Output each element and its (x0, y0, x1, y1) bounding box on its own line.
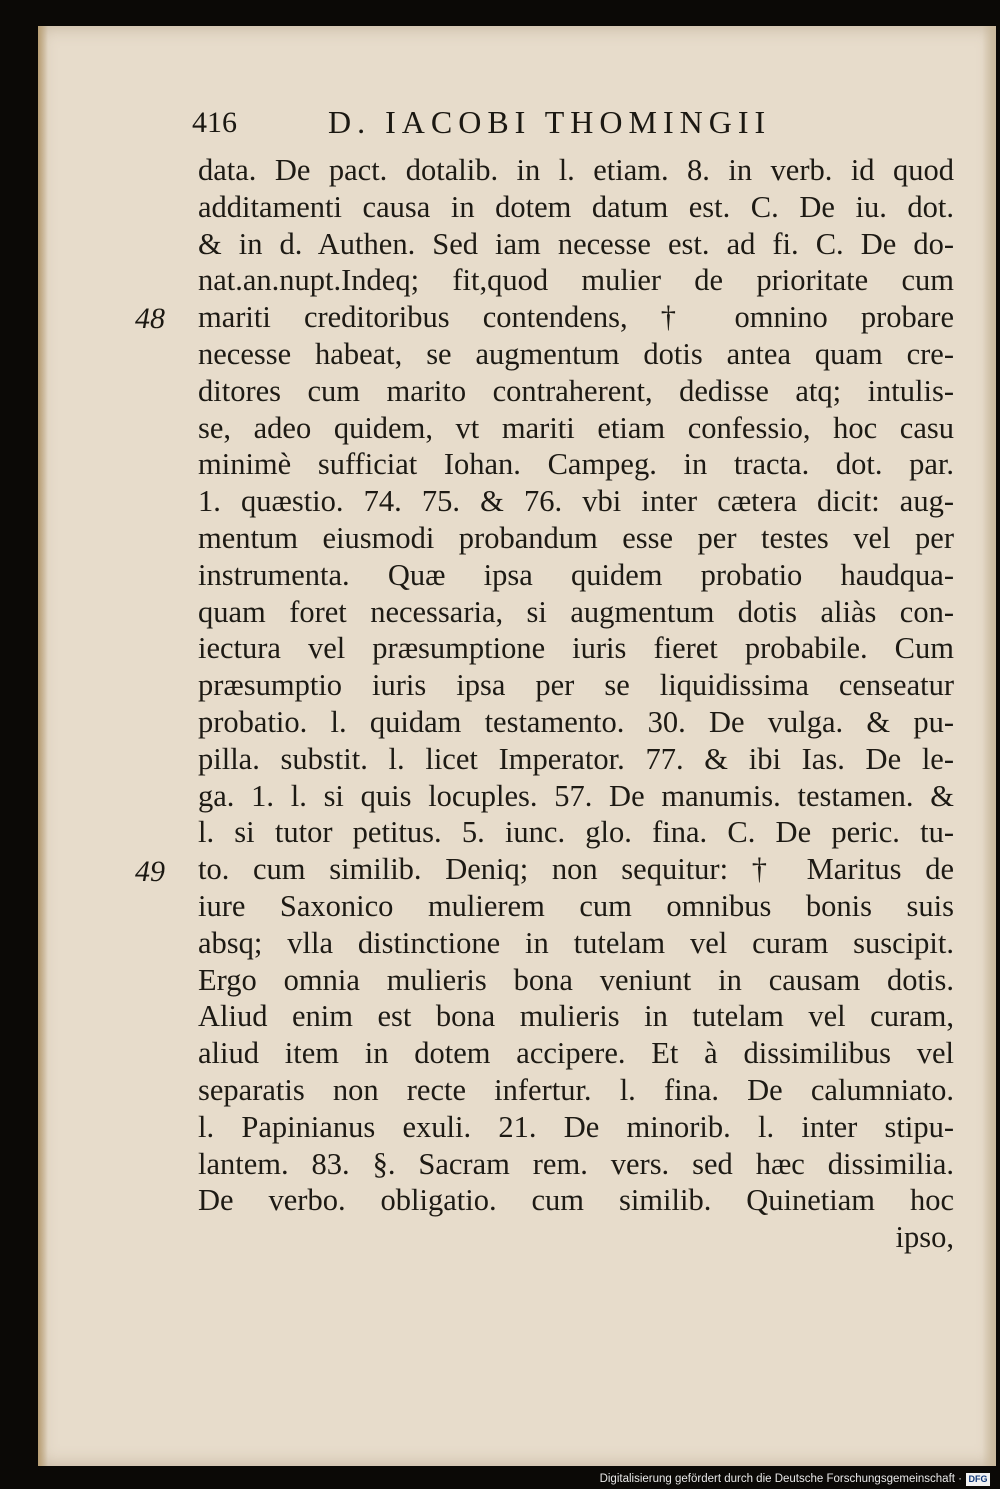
text-line: & in d. Authen. Sed iam necesse est. ad fi. C. De do- (198, 226, 954, 261)
text-line: iure Saxonico mulierem cum omnibus bonis suis (198, 888, 954, 923)
text-line: præsumptio iuris ipsa per se liquidissima censeatur (198, 668, 954, 703)
text-line: quam foret necessaria, si augmentum dotis aliàs con- (198, 594, 954, 629)
body-text (198, 152, 954, 1256)
catchword: ipso, (895, 1220, 954, 1255)
text-line: aliud item in dotem accipere. Et à dissimilibus vel (198, 1036, 954, 1071)
text-line: minimè sufficiat Iohan. Campeg. in tracta. dot. par. (198, 447, 954, 482)
text-line: nat.an.nupt.Indeq; fit,quod mulier de prioritate cum (198, 263, 954, 298)
text-line: probatio. l. quidam testamento. 30. De vulga. & pu- (198, 704, 954, 739)
page-number: 416 (192, 106, 237, 139)
text-line: instrumenta. Quæ ipsa quidem probatio haudqua- (198, 557, 954, 592)
text-line: se, adeo quidem, vt mariti etiam confessio, hoc casu (198, 410, 954, 445)
running-head (192, 104, 892, 144)
text-line: ga. 1. l. si quis locuples. 57. De manumis. testamen. & (198, 778, 954, 813)
text-line: data. De pact. dotalib. in l. etiam. 8. in verb. id quod (198, 153, 954, 187)
text-line: ditores cum marito contraherent, dedisse atq; intulis- (198, 373, 954, 408)
page-edge-shadow (982, 26, 996, 1466)
text-line: absq; vlla distinctione in tutelam vel curam suscipit. (198, 925, 954, 960)
text-line: necesse habeat, se augmentum dotis antea quam cre- (198, 336, 954, 371)
text-line: 1. quæstio. 74. 75. & 76. vbi inter cætera dicit: aug- (198, 484, 954, 519)
text-line: additamenti causa in dotem datum est. C. De iu. dot. (198, 189, 954, 224)
header-title: D. IACOBI THOMINGII (328, 104, 772, 140)
text-line: iectura vel præsumptione iuris fieret probabile. Cum (198, 631, 954, 666)
text-line: pilla. substit. l. licet Imperator. 77. & ibi Ias. De le- (198, 741, 954, 776)
text-line: separatis non recte infertur. l. fina. De calumniato. (198, 1072, 954, 1107)
page-gutter-shadow (38, 26, 48, 1466)
text-line: mentum eiusmodi probandum esse per testes vel per (198, 520, 954, 555)
margin-number-49: 49 (135, 855, 165, 888)
margin-number-48: 48 (135, 302, 165, 335)
text-line: lantem. 83. §. Sacram rem. vers. sed hæc dissimilia. (198, 1146, 954, 1181)
text-line: l. si tutor petitus. 5. iunc. glo. fina. C. De peric. tu- (198, 815, 954, 850)
text-line: Aliud enim est bona mulieris in tutelam vel curam, (198, 999, 954, 1034)
text-line: l. Papinianus exuli. 21. De minorib. l. inter stipu- (198, 1109, 954, 1144)
text-line: mariti creditoribus contendens, † omnino probare (198, 300, 954, 335)
text-line: Ergo omnia mulieris bona veniunt in causam dotis. (198, 962, 954, 997)
digitization-credit: Digitalisierung gefördert durch die Deutsche Forschungsgemeinschaft · (599, 1473, 962, 1485)
text-line: to. cum similib. Deniq; non sequitur: † Maritus de (198, 852, 954, 887)
dfg-logo: DFG (966, 1473, 990, 1486)
text-line: De verbo. obligatio. cum similib. Quinetiam hoc (198, 1183, 954, 1218)
